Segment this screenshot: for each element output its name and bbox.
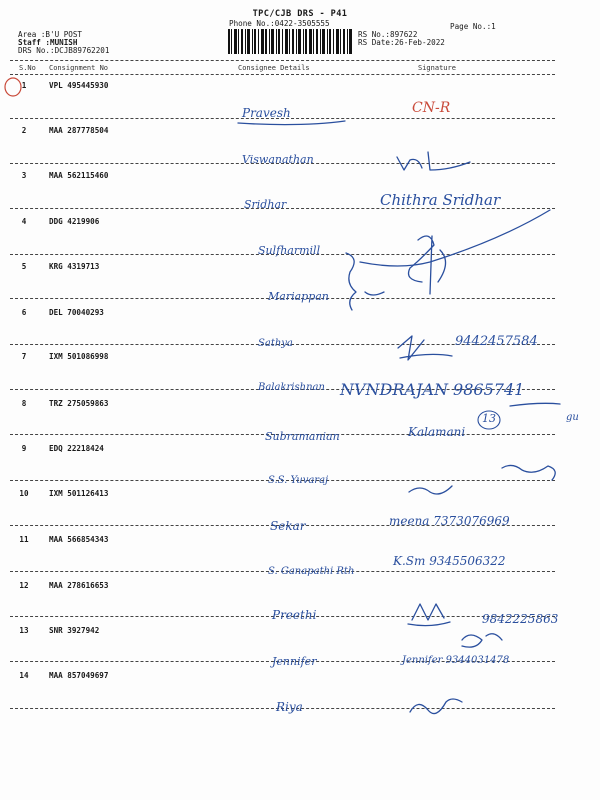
page-number: Page No.:1 [450, 22, 496, 31]
consignment-number: DDG 4219906 [49, 217, 100, 226]
handwritten-consignee-name: Jennifer [272, 655, 317, 668]
consignment-number: KRG 4319713 [49, 262, 100, 271]
consignment-number: DEL 70040293 [49, 308, 104, 317]
handwritten-consignee-name: Balakrishnan [258, 382, 325, 393]
staff-field: Staff :MUNISH [18, 38, 78, 47]
handwritten-signature: 9442457584 [455, 334, 538, 349]
col-sno: S.No [19, 64, 36, 72]
consignment-number: MAA 287778504 [49, 126, 109, 135]
consignment-number: IXM 501126413 [49, 489, 109, 498]
consignment-number: MAA 562115460 [49, 171, 109, 180]
handwritten-signature: K.Sm 9345506322 [393, 554, 506, 568]
handwritten-consignee-name: Sekar [270, 519, 306, 533]
consignment-number: SNR 3927942 [49, 626, 100, 635]
handwritten-signature: CN-R [412, 100, 451, 116]
consignment-number: EDQ 22218424 [49, 444, 104, 453]
row-number: 1 [21, 81, 27, 90]
rs-date: RS Date:26-Feb-2022 [358, 38, 445, 47]
row-number: 10 [19, 489, 29, 498]
drs-number: DRS No.:DCJB89762201 [18, 46, 110, 55]
handwritten-consignee-name: Mariappan [268, 290, 329, 303]
phone-number: Phone No.:0422-3505555 [229, 19, 330, 28]
handwritten-consignee-name: Preethi [272, 608, 317, 622]
header-bottom-rule [10, 74, 555, 75]
row-number: 14 [19, 671, 29, 680]
row-number: 2 [21, 126, 27, 135]
col-consignee: Consignee Details [238, 64, 310, 72]
handwritten-consignee-name: S.S. Yuvaraj [268, 475, 329, 486]
row-number: 5 [21, 262, 27, 271]
row-number: 4 [21, 217, 27, 226]
header-top-rule [10, 60, 555, 61]
handwritten-consignee-name: Riya [276, 700, 303, 714]
rs-number: RS No.:897622 [358, 30, 418, 39]
row-number: 8 [21, 399, 27, 408]
row-number: 12 [19, 581, 29, 590]
handwritten-signature: meena 7373076969 [389, 514, 510, 528]
handwritten-consignee-name: Sulfharmill [258, 244, 321, 257]
handwritten-consignee-name: S. Ganapathi Rth [268, 566, 355, 577]
handwritten-consignee-name: Subramanian [265, 430, 340, 443]
handwritten-margin-note: gu [566, 412, 579, 423]
handwritten-consignee-name: Pravesh [242, 106, 291, 120]
consignment-number: TRZ 275059863 [49, 399, 109, 408]
row-number: 6 [21, 308, 27, 317]
handwritten-signature: Jennifer 9344031478 [402, 655, 510, 666]
consignment-number: MAA 278616653 [49, 581, 109, 590]
col-consignment: Consignment No [49, 64, 109, 72]
row-number: 9 [21, 444, 27, 453]
circled-number: 13 [482, 412, 496, 425]
handwritten-signature: 9842225863 [482, 612, 559, 626]
handwritten-signature: Chithra Sridhar [380, 191, 501, 209]
row-number: 11 [19, 535, 29, 544]
row-number: 13 [19, 626, 29, 635]
handwritten-signature: Kalamani [408, 425, 466, 439]
consignment-number: VPL 495445930 [49, 81, 109, 90]
handwritten-consignee-name: Sridhar [244, 198, 287, 211]
consignment-number: MAA 857049697 [49, 671, 109, 680]
col-signature: Signature [418, 64, 456, 72]
handwritten-consignee-name: Sathya [258, 338, 293, 349]
row-number: 3 [21, 171, 27, 180]
barcode-image [228, 29, 352, 54]
sheet-title: TPC/CJB DRS - P41 [252, 9, 348, 19]
consignment-number: IXM 501086998 [49, 352, 109, 361]
consignment-number: MAA 566854343 [49, 535, 109, 544]
handwritten-signature: NVNDRAJAN 9865741 [340, 380, 525, 399]
handwritten-consignee-name: Viswanathan [242, 153, 314, 166]
row-number: 7 [21, 352, 27, 361]
area-field: Area :B'U POST [18, 30, 83, 39]
